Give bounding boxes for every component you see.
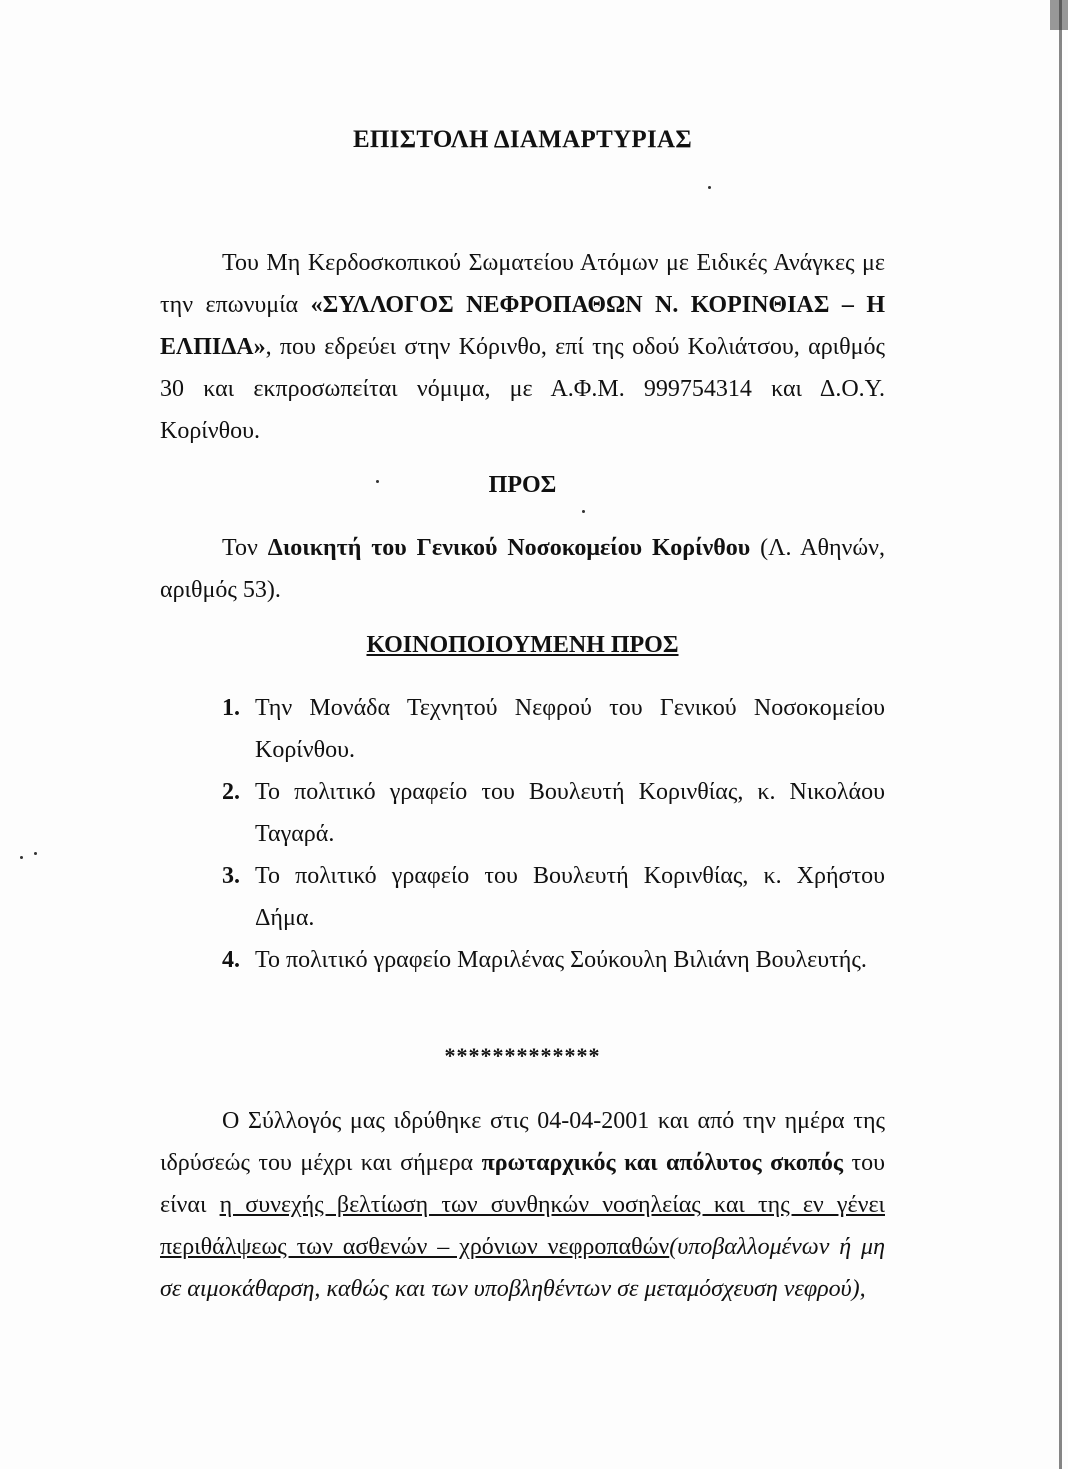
- scan-corner-shadow: [1050, 0, 1068, 30]
- list-item: [222, 855, 885, 939]
- recipient-text-1: Τον: [222, 535, 268, 561]
- list-item: [222, 771, 885, 855]
- sender-paragraph: [160, 242, 885, 452]
- scan-speck: [20, 856, 23, 859]
- body-italic-text: (υποβαλλομένων ή μη σε αιμοκάθαρση, καθώς και των υποβληθέντων σε μεταμόσχευση νεφρού),: [160, 1234, 886, 1302]
- to-heading: ΠΡΟΣ: [488, 472, 557, 498]
- list-item-number: 2.: [222, 779, 240, 805]
- list-item-text: Την Μονάδα Τεχνητού Νεφρού του Γενικού Νοσοκομείου Κορίνθου.: [255, 695, 885, 763]
- sender-text-1: Του Μη Κερδοσκοπικού Σωματείου Ατόμων με Ειδικές Ανάγκες με την επωνυμία: [160, 250, 885, 318]
- list-item: [222, 687, 885, 771]
- separator: *************: [444, 1043, 601, 1068]
- recipient-name: Διοικητή του Γενικού Νοσοκομείου Κορίνθου: [267, 535, 751, 561]
- list-item-text: Το πολιτικό γραφείο του Βουλευτή Κορινθίας, κ. Χρήστου Δήμα.: [255, 863, 885, 931]
- scan-speck: [34, 852, 37, 855]
- recipient-text-2: (Λ. Αθηνών, αριθμός 53).: [160, 535, 885, 603]
- body-paragraph: [160, 1100, 885, 1310]
- body-bold-text: πρωταρχικός και απόλυτος σκοπός: [481, 1150, 844, 1176]
- list-item-number: 4.: [222, 947, 240, 973]
- scan-speck: [582, 510, 585, 513]
- list-item-text: Το πολιτικό γραφείο Μαριλένας Σούκουλη Βιλιάνη Βουλευτής.: [255, 947, 867, 973]
- list-item-text: Το πολιτικό γραφείο του Βουλευτή Κορινθίας, κ. Νικολάου Ταγαρά.: [255, 779, 885, 847]
- scan-speck: [708, 186, 711, 189]
- cc-heading: ΚΟΙΝΟΠΟΙΟΥΜΕΝΗ ΠΡΟΣ: [366, 632, 679, 658]
- scan-edge-shadow: [1059, 0, 1062, 1469]
- letter-title: ΕΠΙΣΤΟΛΗ ΔΙΑΜΑΡΤΥΡΙΑΣ: [352, 126, 693, 153]
- list-item-number: 1.: [222, 695, 240, 721]
- list-item-number: 3.: [222, 863, 240, 889]
- body-text-2: του είναι: [160, 1150, 886, 1218]
- body-underlined-text: η συνεχής βελτίωση των συνθηκών νοσηλείας και της εν γένει περιθάλψεως των ασθενών – χρόνιων νεφροπαθών: [160, 1192, 885, 1260]
- cc-list: [222, 687, 885, 981]
- sender-text-2: , που εδρεύει στην Κόρινθο, επί της οδού Κολιάτσου, αριθμός 30 και εκπροσωπείται νόμιμα, με Α.Φ.Μ. 999754314 και Δ.Ο.Υ. Κορίνθου.: [160, 334, 885, 444]
- recipient-paragraph: [160, 527, 885, 611]
- association-name: «ΣΥΛΛΟΓΟΣ ΝΕΦΡΟΠΑΘΩΝ Ν. ΚΟΡΙΝΘΙΑΣ – Η ΕΛΠΙΔΑ»: [160, 292, 886, 360]
- list-item: [222, 939, 885, 981]
- body-text-1: Ο Σύλλογός μας ιδρύθηκε στις 04-04-2001 και από την ημέρα της ιδρύσεώς του μέχρι και σήμερα: [160, 1108, 885, 1176]
